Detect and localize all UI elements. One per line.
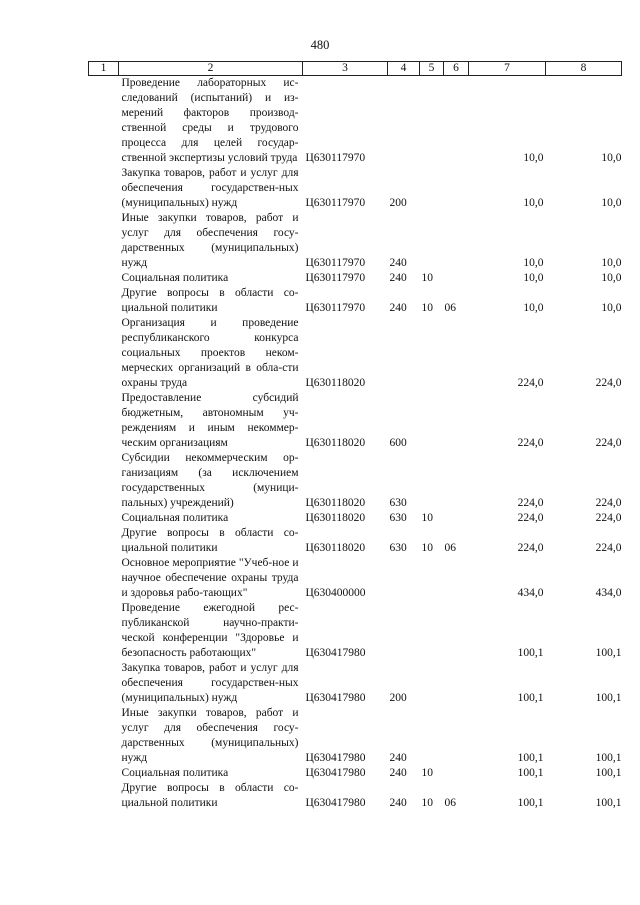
expense-type: 630	[389, 497, 407, 509]
header-row	[89, 62, 622, 76]
expense-type: 630	[389, 542, 407, 554]
row-col-1	[89, 706, 119, 766]
item-name: Социальная политика	[121, 767, 229, 779]
column-header-2: 2	[119, 62, 303, 76]
row-col-1	[89, 166, 119, 211]
row-col-1	[89, 556, 119, 601]
target-code: Ц630117970	[305, 272, 366, 284]
target-code: Ц630417980	[305, 647, 366, 659]
item-name: Организация и проведение республиканского конкурса социальных проектов неком-мерческих организаций в обла-сти охраны труда	[121, 317, 299, 389]
page-number: 480	[310, 38, 330, 52]
section-code	[420, 316, 444, 391]
expense-type: 240	[389, 302, 407, 314]
amount-col-8: 10,0	[601, 272, 622, 284]
table-body	[89, 76, 622, 812]
target-code: Ц630118020	[305, 497, 366, 509]
table-header	[89, 62, 622, 76]
column-header-3: 3	[303, 62, 388, 76]
section-code: 10	[421, 512, 433, 524]
amount-col-8: 224,0	[595, 437, 622, 449]
amount-col-8: 10,0	[601, 257, 622, 269]
row-col-1	[89, 661, 119, 706]
row-col-1	[89, 286, 119, 316]
amount-col-8: 434,0	[595, 587, 622, 599]
subsection-code	[444, 271, 469, 286]
amount-col-7: 100,1	[517, 692, 544, 704]
target-code: Ц630118020	[305, 542, 366, 554]
table-row	[89, 556, 622, 601]
row-col-1	[89, 316, 119, 391]
target-code: Ц630417980	[305, 692, 366, 704]
section-code	[420, 706, 444, 766]
subsection-code	[444, 511, 469, 526]
row-col-1	[89, 451, 119, 511]
expense-type	[388, 76, 420, 167]
column-header-6: 6	[444, 62, 469, 76]
section-code: 10	[421, 272, 433, 284]
expense-type	[388, 601, 420, 661]
row-col-1	[89, 766, 119, 781]
column-header-7: 7	[469, 62, 546, 76]
target-code: Ц630118020	[305, 512, 366, 524]
item-name: Другие вопросы в области со-циальной политики	[121, 527, 299, 554]
expense-type: 200	[389, 197, 407, 209]
amount-col-8: 100,1	[595, 692, 622, 704]
section-code: 10	[421, 542, 433, 554]
table-row	[89, 286, 622, 316]
row-col-1	[89, 211, 119, 271]
amount-col-8: 224,0	[595, 512, 622, 524]
item-name: Основное мероприятие "Учеб-ное и научное обеспечение охраны труда и здоровья рабо-тающих"	[121, 557, 299, 599]
table-row	[89, 316, 622, 391]
amount-col-7: 100,1	[517, 797, 544, 809]
amount-col-7: 224,0	[517, 377, 544, 389]
table-row	[89, 166, 622, 211]
amount-col-7: 100,1	[517, 752, 544, 764]
row-col-1	[89, 391, 119, 451]
expense-type	[388, 556, 420, 601]
amount-col-8: 224,0	[595, 497, 622, 509]
item-name: Проведение лабораторных ис-следований (испытаний) и из-мерений факторов производ-ственной среды и трудового процесса для целей государ-ственной экспертизы условий труда	[121, 77, 299, 164]
item-name: Другие вопросы в области со-циальной политики	[121, 782, 299, 809]
amount-col-8: 224,0	[595, 377, 622, 389]
subsection-code	[444, 556, 469, 601]
expense-type	[388, 316, 420, 391]
target-code: Ц630117970	[305, 257, 366, 269]
row-col-1	[89, 601, 119, 661]
target-code: Ц630417980	[305, 797, 366, 809]
table-row	[89, 526, 622, 556]
amount-col-7: 100,1	[517, 767, 544, 779]
target-code: Ц630118020	[305, 377, 366, 389]
expense-type: 200	[389, 692, 407, 704]
expense-type: 600	[389, 437, 407, 449]
section-code	[420, 556, 444, 601]
amount-col-7: 100,1	[517, 647, 544, 659]
item-name: Закупка товаров, работ и услуг для обеспечения государствен-ных (муниципальных) нужд	[121, 167, 299, 209]
amount-col-8: 10,0	[601, 302, 622, 314]
target-code: Ц630117970	[305, 152, 366, 164]
section-code	[420, 661, 444, 706]
section-code: 10	[421, 797, 433, 809]
amount-col-7: 10,0	[523, 272, 544, 284]
budget-table	[88, 61, 622, 811]
row-col-1	[89, 511, 119, 526]
column-header-5: 5	[420, 62, 444, 76]
table-row	[89, 661, 622, 706]
item-name: Иные закупки товаров, работ и услуг для обеспечения госу-дарственных (муниципальных) нужд	[121, 707, 299, 764]
table-row	[89, 76, 622, 167]
table-row	[89, 271, 622, 286]
item-name: Субсидии некоммерческим ор-ганизациям (за исключением государственных (муници-пальных) учреждений)	[121, 452, 299, 509]
table-row	[89, 781, 622, 811]
item-name: Иные закупки товаров, работ и услуг для обеспечения госу-дарственных (муниципальных) нужд	[121, 212, 299, 269]
column-header-8: 8	[546, 62, 622, 76]
subsection-code	[444, 76, 469, 167]
item-name: Социальная политика	[121, 512, 229, 524]
section-code	[420, 211, 444, 271]
section-code	[420, 601, 444, 661]
subsection-code	[444, 706, 469, 766]
subsection-code: 06	[444, 542, 456, 554]
item-name: Социальная политика	[121, 272, 229, 284]
amount-col-7: 10,0	[523, 257, 544, 269]
table-row	[89, 511, 622, 526]
target-code: Ц630117970	[305, 302, 366, 314]
subsection-code	[444, 391, 469, 451]
expense-type: 240	[389, 767, 407, 779]
amount-col-7: 224,0	[517, 497, 544, 509]
table-row	[89, 766, 622, 781]
item-name: Другие вопросы в области со-циальной политики	[121, 287, 299, 314]
subsection-code	[444, 601, 469, 661]
amount-col-7: 224,0	[517, 542, 544, 554]
subsection-code	[444, 211, 469, 271]
subsection-code: 06	[444, 302, 456, 314]
expense-type: 240	[389, 797, 407, 809]
row-col-1	[89, 76, 119, 167]
subsection-code	[444, 166, 469, 211]
amount-col-8: 100,1	[595, 752, 622, 764]
amount-col-7: 224,0	[517, 437, 544, 449]
section-code	[420, 166, 444, 211]
amount-col-7: 10,0	[523, 152, 544, 164]
amount-col-7: 10,0	[523, 197, 544, 209]
subsection-code	[444, 766, 469, 781]
section-code	[420, 391, 444, 451]
expense-type: 240	[389, 272, 407, 284]
amount-col-8: 224,0	[595, 542, 622, 554]
row-col-1	[89, 781, 119, 811]
item-name: Предоставление субсидий бюджетным, автономным уч-реждениям и иным некоммер-ческим организациям	[121, 392, 299, 449]
amount-col-7: 224,0	[517, 512, 544, 524]
section-code	[420, 76, 444, 167]
section-code	[420, 451, 444, 511]
amount-col-8: 10,0	[601, 197, 622, 209]
table-row	[89, 601, 622, 661]
amount-col-8: 100,1	[595, 767, 622, 779]
target-code: Ц630400000	[305, 587, 366, 599]
column-header-4: 4	[388, 62, 420, 76]
expense-type: 630	[389, 512, 407, 524]
expense-type: 240	[389, 257, 407, 269]
amount-col-7: 10,0	[523, 302, 544, 314]
target-code: Ц630417980	[305, 767, 366, 779]
amount-col-8: 100,1	[595, 647, 622, 659]
column-header-1: 1	[89, 62, 119, 76]
subsection-code	[444, 661, 469, 706]
section-code: 10	[421, 767, 433, 779]
amount-col-7: 434,0	[517, 587, 544, 599]
row-col-1	[89, 526, 119, 556]
subsection-code: 06	[444, 797, 456, 809]
amount-col-8: 100,1	[595, 797, 622, 809]
target-code: Ц630117970	[305, 197, 366, 209]
target-code: Ц630417980	[305, 752, 366, 764]
expense-type: 240	[389, 752, 407, 764]
subsection-code	[444, 451, 469, 511]
row-col-1	[89, 271, 119, 286]
table-row	[89, 706, 622, 766]
item-name: Проведение ежегодной рес-публиканской научно-практи-ческой конференции "Здоровье и безопасность работающих"	[121, 602, 299, 659]
table-row	[89, 211, 622, 271]
table-row	[89, 451, 622, 511]
section-code: 10	[421, 302, 433, 314]
item-name: Закупка товаров, работ и услуг для обеспечения государствен-ных (муниципальных) нужд	[121, 662, 299, 704]
subsection-code	[444, 316, 469, 391]
amount-col-8: 10,0	[601, 152, 622, 164]
table-row	[89, 391, 622, 451]
target-code: Ц630118020	[305, 437, 366, 449]
